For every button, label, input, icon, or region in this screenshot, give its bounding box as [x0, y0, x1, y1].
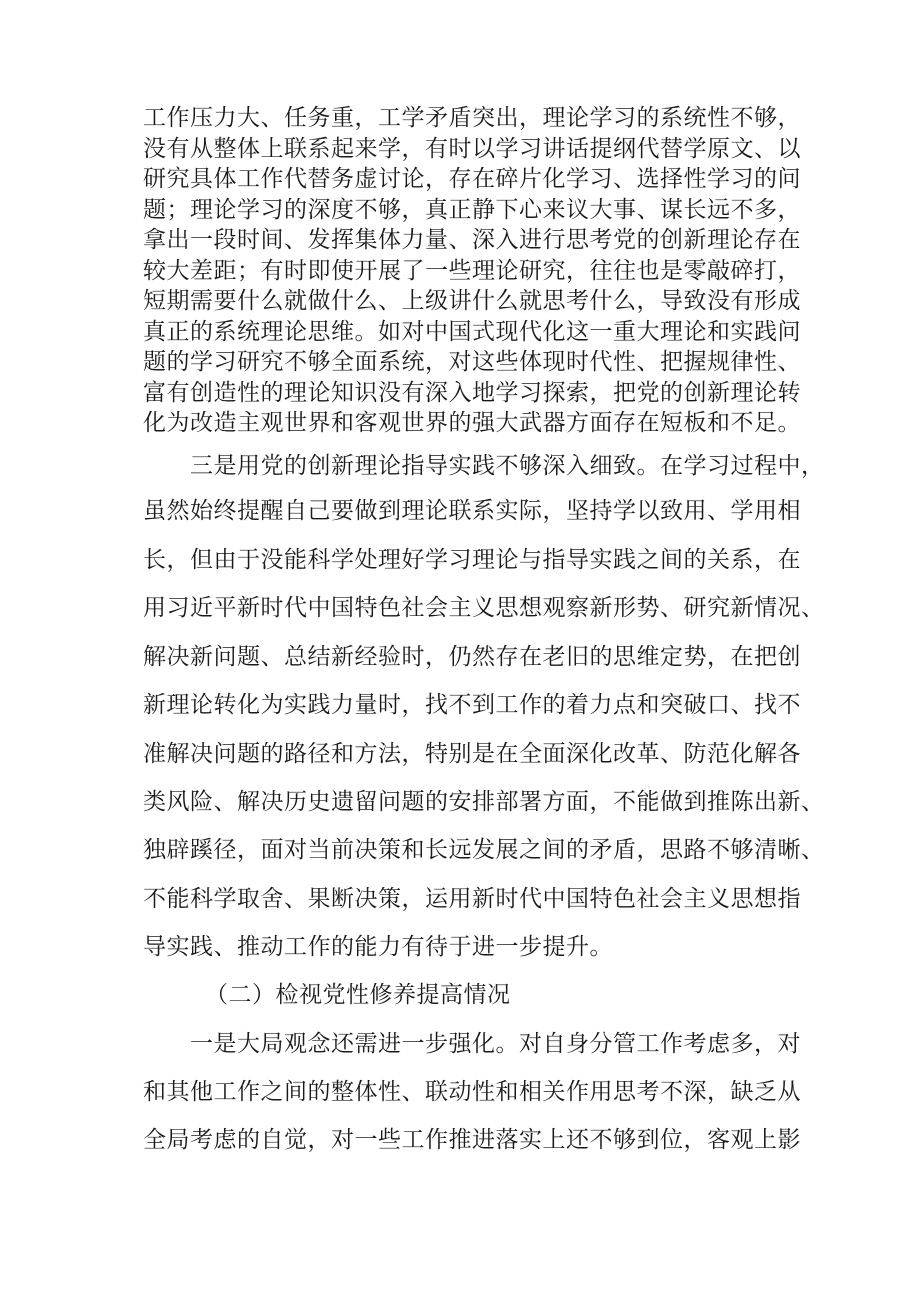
text-line: 题；理论学习的深度不够，真正静下心来议大事、谋长远不多，: [143, 197, 801, 223]
text-line: 研究具体工作代替务虚讨论，存在碎片化学习、选择性学习的问: [143, 166, 801, 192]
text-line: 没有从整体上联系起来学，有时以学习讲话提纲代替学原文、以: [143, 136, 801, 162]
text-line: 工作压力大、任务重，工学矛盾突出，理论学习的系统性不够，: [143, 105, 801, 131]
text-line: 短期需要什么就做什么、上级讲什么就思考什么，导致没有形成: [143, 288, 801, 314]
text-line: 独辟蹊径，面对当前决策和长远发展之间的矛盾，思路不够清晰、: [143, 837, 825, 863]
text-line: 题的学习研究不够全面系统，对这些体现时代性、把握规律性、: [143, 349, 801, 375]
text-line: 富有创造性的理论知识没有深入地学习探索，把党的创新理论转: [143, 380, 801, 406]
text-line: 全局考虑的自觉，对一些工作推进落实上还不够到位，客观上影: [143, 1127, 801, 1153]
text-line: 和其他工作之间的整体性、联动性和相关作用思考不深，缺乏从: [143, 1079, 801, 1105]
text-line: 一是大局观念还需进一步强化。对自身分管工作考虑多，对: [190, 1031, 801, 1057]
text-line: 拿出一段时间、发挥集体力量、深入进行思考党的创新理论存在: [143, 227, 801, 253]
text-line: 新理论转化为实践力量时，找不到工作的着力点和突破口、找不: [143, 692, 801, 718]
text-line: 不能科学取舍、果断决策，运用新时代中国特色社会主义思想指: [143, 886, 801, 912]
text-line: 三是用党的创新理论指导实践不够深入细致。在学习过程中，: [190, 453, 825, 479]
text-line: 化为改造主观世界和客观世界的强大武器方面存在短板和不足。: [143, 410, 801, 436]
text-line: 较大差距；有时即使开展了一些理论研究，往往也是零敲碎打，: [143, 258, 801, 284]
text-line: 类风险、解决历史遗留问题的安排部署方面，不能做到推陈出新、: [143, 789, 825, 815]
text-line: 长，但由于没能科学处理好学习理论与指导实践之间的关系，在: [143, 547, 801, 573]
text-line: 导实践、推动工作的能力有待于进一步提升。: [143, 934, 613, 960]
section-heading: （二）检视党性修养提高情况: [205, 982, 511, 1008]
text-line: 用习近平新时代中国特色社会主义思想观察新形势、研究新情况、: [143, 595, 825, 621]
text-line: 虽然始终提醒自己要做到理论联系实际，坚持学以致用、学用相: [143, 498, 801, 524]
text-line: 准解决问题的路径和方法，特别是在全面深化改革、防范化解各: [143, 741, 801, 767]
text-line: 解决新问题、总结新经验时，仍然存在老旧的思维定势，在把创: [143, 644, 801, 670]
text-line: 真正的系统理论思维。如对中国式现代化这一重大理论和实践问: [143, 319, 801, 345]
